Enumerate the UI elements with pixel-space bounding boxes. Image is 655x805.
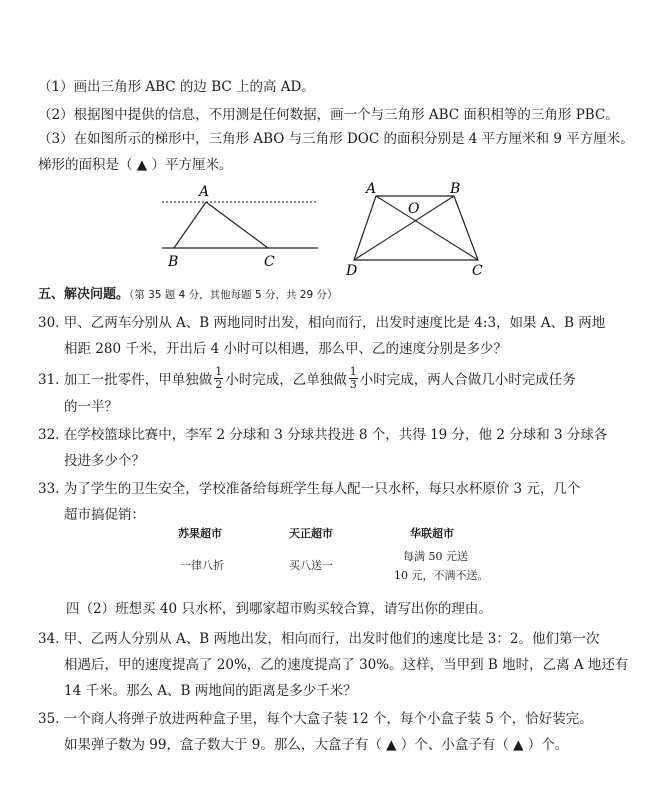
geometry-question-2: （2）根据图中提供的信息，不用测是任何数据，画一个与三角形 ABC 面积相等的三角形 PBC。 [38,107,619,123]
question-31-text-b: 小时完成，乙单独做 [225,372,347,388]
store-offer-hualian-line2: 10 元，不满不送。 [394,569,489,582]
fraction-denominator: 3 [349,378,357,391]
vertex-c-label: C [472,263,483,278]
question-34-line1: 34. 甲、乙两人分别从 A、B 两地出发，相向而行，出发时他们的速度比是 3：2。他们第一次 [38,631,600,647]
store-name-tianzheng: 天正超市 [289,527,333,540]
question-34-line3: 14 千米。那么 A、B 两地间的距离是多少千米？ [64,683,357,699]
question-31-line2: 的一半？ [64,399,118,415]
store-offer-suguo: 一律八折 [180,559,224,572]
section-score-note: （第 35 题 4 分，其他每题 5 分，共 29 分） [129,289,338,301]
vertex-b-label: B [450,181,461,197]
vertex-c-label: C [264,254,275,270]
question-35-line2: 如果弹子数为 99，盒子数大于 9。那么，大盒子有（ ▲ ）个、小盒子有（ ▲ ）个。 [64,737,569,753]
geometry-question-3-line1: （3）在如图所示的梯形中，三角形 ABO 与三角形 DOC 的面积分别是 4 平方厘米和 9 平方厘米。 [38,131,634,147]
store-offer-tianzheng: 买八送一 [289,559,333,572]
vertex-a-label: A [366,181,377,197]
vertex-d-label: D [346,263,358,278]
triangle-figure [150,180,330,270]
vertex-a-label: A [199,184,210,200]
question-32-line2: 投进多少个？ [64,453,145,469]
question-34-line2: 相遇后，甲的速度提高了 20%，乙的速度提高了 30%。这样，当甲到 B 地时，乙离 A 地还有 [64,657,629,673]
question-31-line1 [38,365,576,393]
question-30-line2: 相距 280 千米，开出后 4 小时可以相遇，那么甲、乙的速度分别是多少？ [64,341,508,357]
question-33-ask: 四（2）班想买 40 只水杯，到哪家超市购买较合算，请写出你的理由。 [66,601,492,617]
question-30-line1: 30. 甲、乙两车分别从 A、B 两地同时出发，相向而行，出发时速度比是 4:3，如果 A、B 两地 [38,315,606,331]
diagonal-ac [376,196,478,260]
fraction-one-third [349,366,358,391]
store-name-suguo: 苏果超市 [178,527,222,540]
store-name-hualian: 华联超市 [410,527,454,540]
fraction-denominator: 2 [215,378,223,391]
vertex-b-label: B [168,254,179,270]
side-ab [174,202,206,248]
question-31-text-a: 31. 加工一批零件，甲单独做 [38,372,213,388]
fraction-numerator: 1 [215,365,223,378]
question-33-line2: 超市搞促销： [64,507,145,523]
question-31-text-c: 小时完成，两人合做几小时完成任务 [359,372,576,388]
trapezoid-figure [340,178,500,278]
question-33-line1: 33. 为了学生的卫生安全，学校准备给每班学生每人配一只水杯，每只水杯原价 3 元，几个 [38,481,581,497]
point-o-label: O [408,201,420,217]
fraction-numerator: 1 [349,365,357,378]
store-offer-hualian-line1: 每满 50 元送 [403,550,468,563]
fraction-one-half [214,366,223,391]
question-35-line1: 35. 一个商人将弹子放进两种盒子里，每个大盒子装 12 个，每个小盒子装 5 个，恰好装完。 [38,711,593,727]
diagonal-bd [354,196,454,260]
section-title: 五、解决问题。 [38,287,130,302]
question-32-line1: 32. 在学校篮球比赛中，李军 2 分球和 3 分球共投进 8 个，共得 19 分，他 2 分球和 3 分球各 [38,427,608,443]
section-heading [38,286,338,304]
geometry-question-1: （1）画出三角形 ABC 的边 BC 上的高 AD。 [38,79,315,95]
geometry-question-3-line2: 梯形的面积是（ ▲ ）平方厘米。 [38,157,233,173]
side-ac [206,202,268,248]
